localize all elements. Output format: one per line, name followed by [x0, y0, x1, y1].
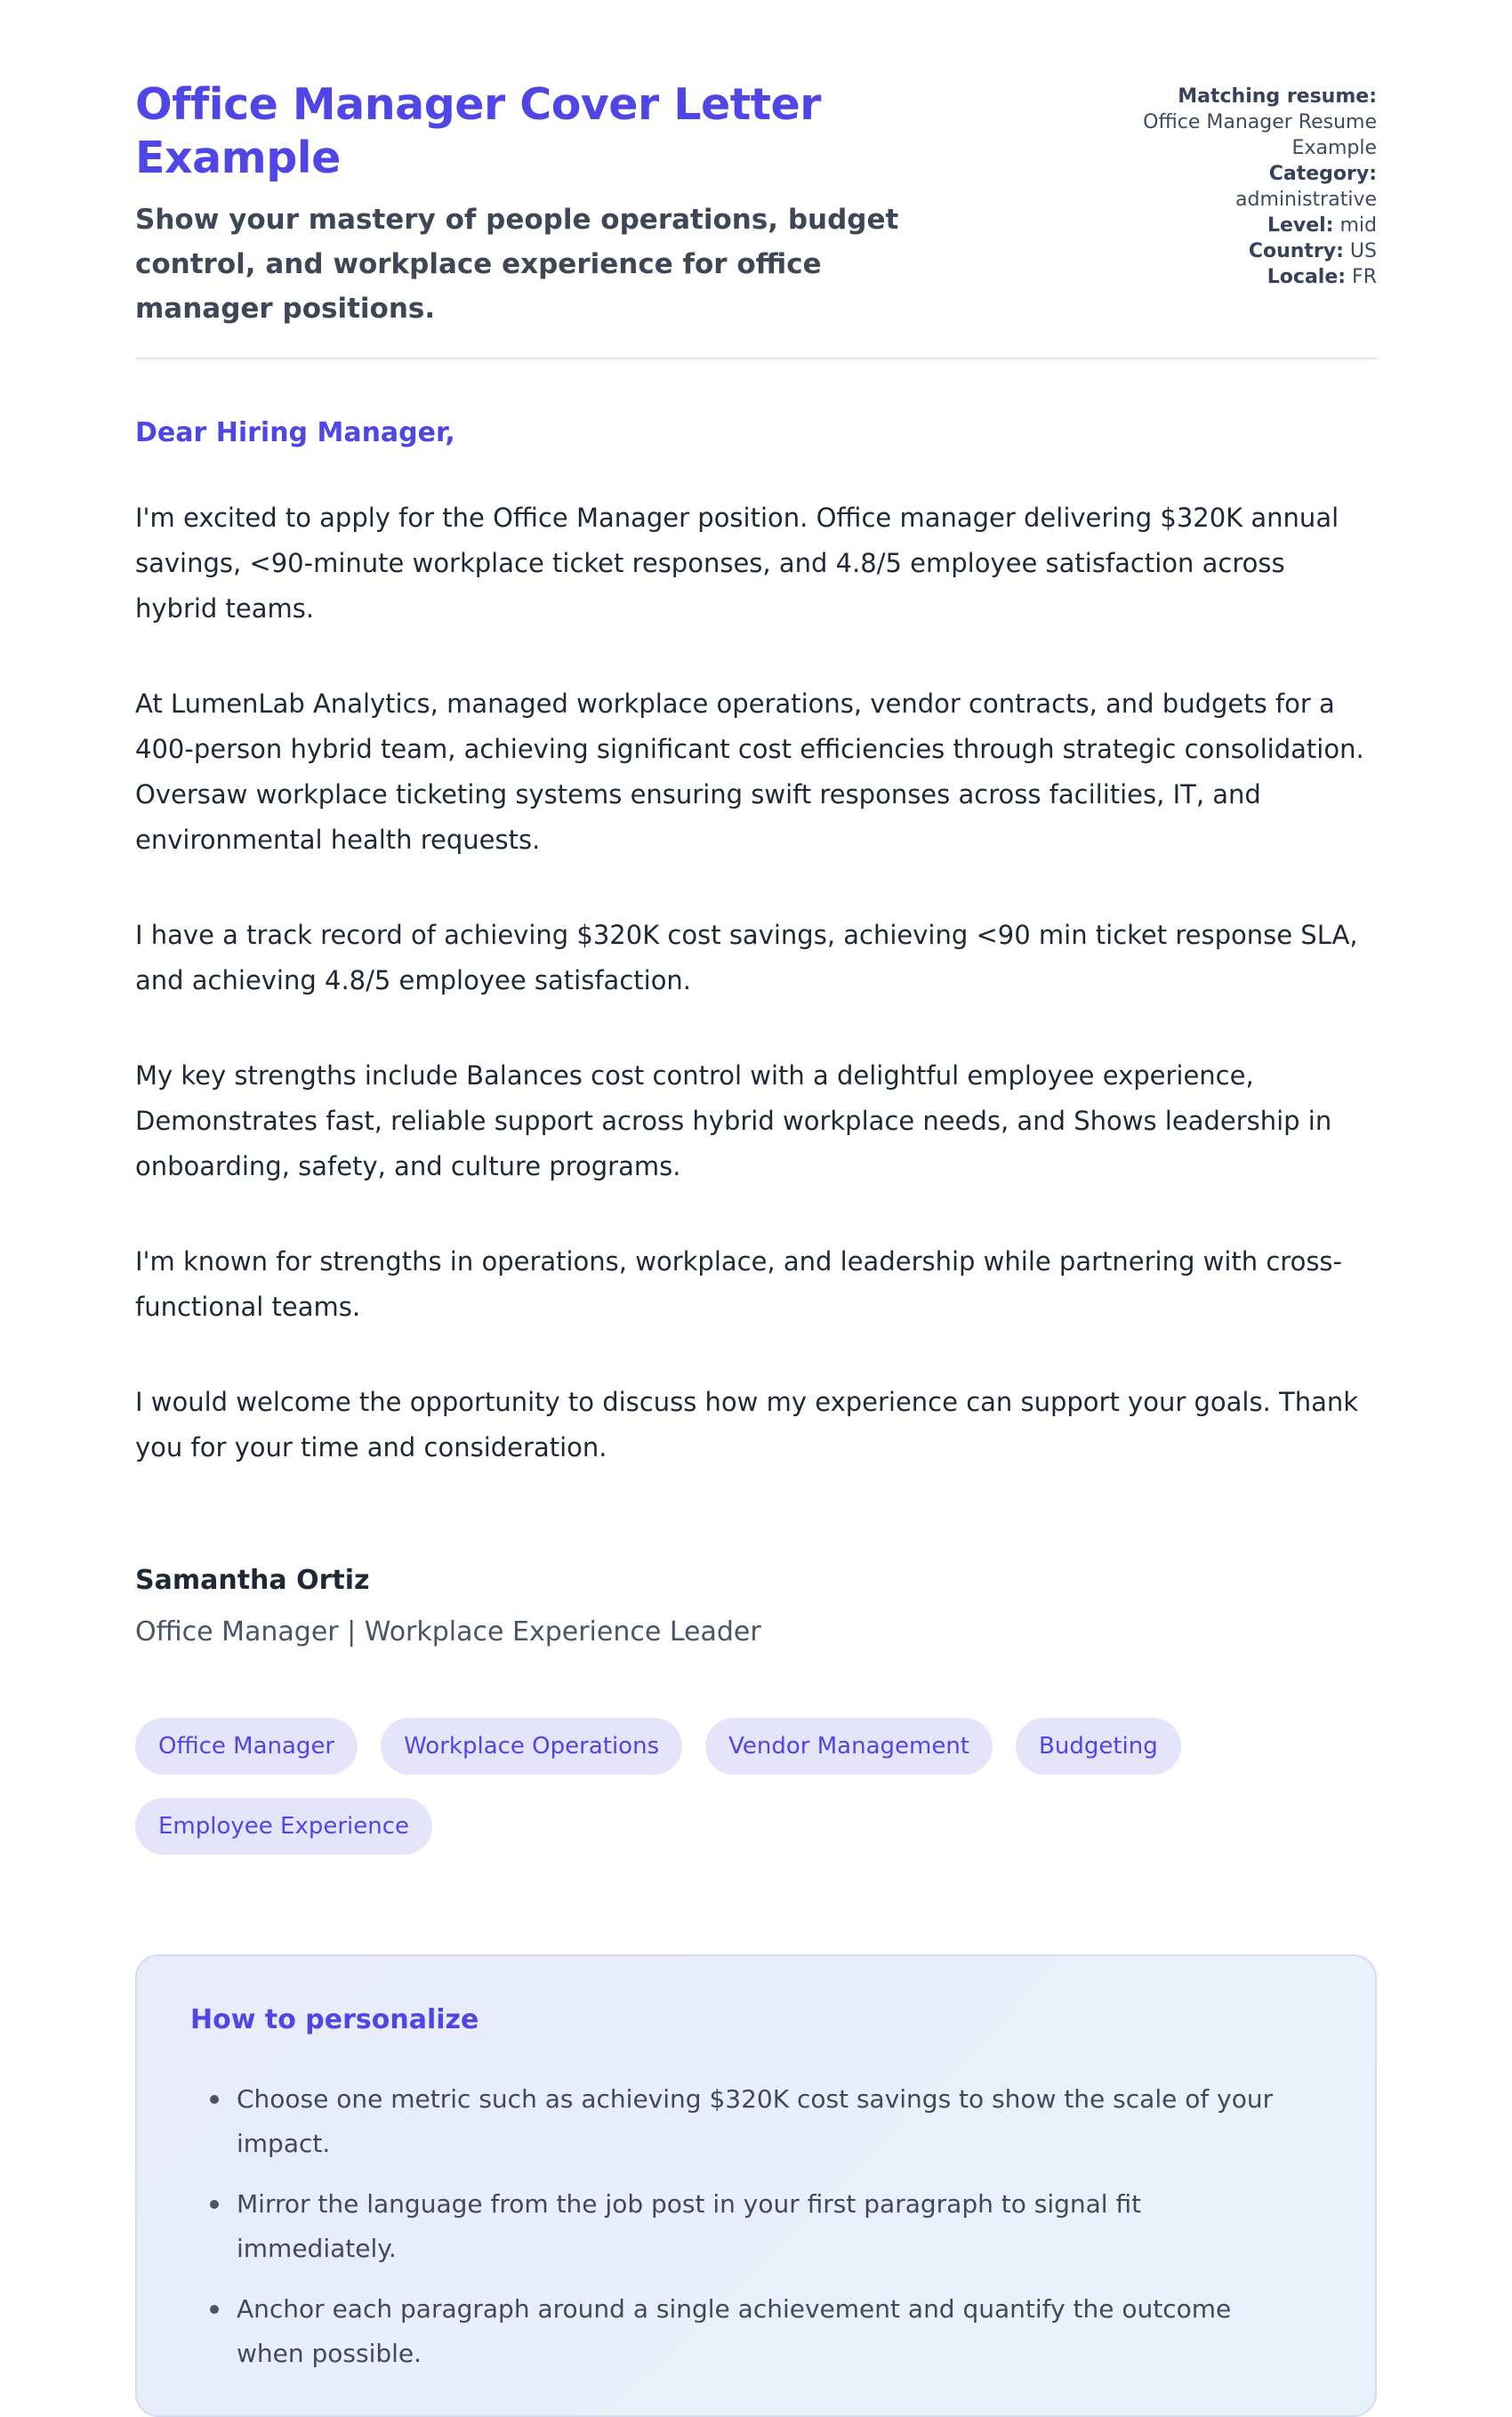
cover-letter-body: [135, 415, 1377, 1650]
meta-value: mid: [1339, 214, 1377, 237]
meta-country: [1137, 238, 1377, 264]
header-titles: [135, 78, 918, 331]
letter-greeting: Dear Hiring Manager,: [135, 417, 455, 448]
tag-workplace-operations[interactable]: Workplace Operations: [381, 1718, 682, 1775]
letter-paragraph: My key strengths include Balances cost control with a delightful employee experience, Demonstrates fast, reliable support across hybrid workplace needs, and Shows leadership in onboarding, safety, and culture programs.: [135, 1060, 1332, 1181]
letter-paragraph: I'm known for strengths in operations, workplace, and leadership while partnering with cross-functional teams.: [135, 1246, 1343, 1322]
letter-paragraph: I'm excited to apply for the Office Manager position. Office manager delivering $320K annual savings, <90-minute workplace ticket responses, and 4.8/5 employee satisfaction across hybrid teams.: [135, 503, 1339, 624]
meta-locale: [1137, 264, 1377, 290]
how-to-personalize-card: [135, 1954, 1377, 2417]
callout-bullet: Anchor each paragraph around a single achievement and quantify the outcome when possible.: [190, 2287, 1275, 2376]
meta-value: FR: [1352, 266, 1377, 288]
letter-paragraph: I have a track record of achieving $320K cost savings, achieving <90 min ticket response SLA, and achieving 4.8/5 employee satisfaction.: [135, 920, 1358, 995]
tag-budgeting[interactable]: Budgeting: [1016, 1718, 1181, 1775]
meta-value: Office Manager Resume Example: [1143, 111, 1377, 159]
tag-list: [135, 1718, 1377, 1855]
callout-bullet: Mirror the language from the job post in your first paragraph to signal fit immediately.: [190, 2182, 1275, 2271]
header: [135, 78, 1377, 331]
signature-role: Office Manager | Workplace Experience Leader: [135, 1616, 761, 1648]
divider: [135, 358, 1377, 359]
letter-paragraph: I would welcome the opportunity to discuss how my experience can support your goals. Thank you for your time and consideration.: [135, 1387, 1359, 1462]
letter-paragraph: At LumenLab Analytics, managed workplace operations, vendor contracts, and budgets for a 400-person hybrid team, achieving significant cost efficiencies through strategic consolidation. Oversaw workplace ticketing systems ensuring swift responses across facilities, IT, and environmental health requests.: [135, 689, 1364, 855]
meta-value: administrative: [1235, 189, 1377, 211]
resume-meta-panel: [1137, 78, 1377, 290]
meta-label: Locale:: [1267, 266, 1347, 288]
meta-label: Category:: [1268, 163, 1377, 185]
meta-level: [1137, 213, 1377, 238]
meta-label: Level:: [1267, 214, 1334, 237]
page-title: Office Manager Cover Letter Example: [135, 79, 821, 183]
signature-name: Samantha Ortiz: [135, 1565, 370, 1596]
tag-employee-experience[interactable]: Employee Experience: [135, 1798, 432, 1855]
meta-value: US: [1349, 240, 1377, 262]
meta-label: Country:: [1248, 240, 1344, 262]
callout-bullet: Choose one metric such as achieving $320K cost savings to show the scale of your impact.: [190, 2077, 1275, 2166]
meta-label: Matching resume:: [1178, 85, 1377, 108]
callout-bullet-list: [190, 2077, 1322, 2376]
callout-title: How to personalize: [190, 2004, 479, 2035]
page-subtitle: Show your mastery of people operations, budget control, and workplace experience for office manager positions.: [135, 204, 899, 325]
tag-office-manager[interactable]: Office Manager: [135, 1718, 358, 1775]
page-content: [135, 0, 1377, 2417]
meta-matching-resume: [1137, 84, 1377, 161]
tag-vendor-management[interactable]: Vendor Management: [705, 1718, 993, 1775]
meta-category: [1137, 161, 1377, 213]
